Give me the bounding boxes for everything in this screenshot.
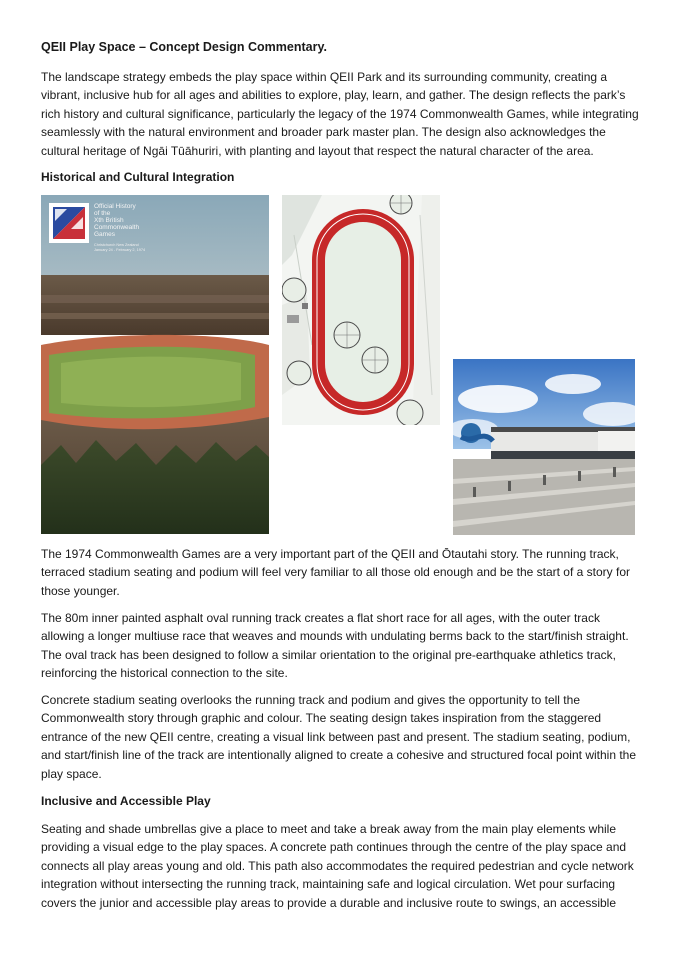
poster-title-line-4: Commonwealth <box>94 224 140 231</box>
qeii-centre-photo-image <box>453 359 635 535</box>
poster-title-line-1: Official History <box>94 203 136 210</box>
commonwealth-story-paragraph: The 1974 Commonwealth Games are a very important part of the QEII and Ōtautahi story. The running track, terraced stadium seating and podium will feel very familiar to all those old enough and be the start of a story for those younger. <box>41 547 630 598</box>
poster-subtitle-line-1: Christchurch New Zealand <box>94 243 139 247</box>
poster-title-line-3: Xth British <box>94 217 124 224</box>
poster-title-line-5: Games <box>94 231 115 238</box>
poster-title-line-2: of the <box>94 210 111 217</box>
running-track-paragraph: The 80m inner painted asphalt oval running track creates a flat short race for all ages, with the outer track allowing a longer multiuse race that weaves and mounds with undulating berms back to the start/finish straight. The oval track has been designed to follow a similar orientation to the original pre-earthquake athletics track, reinforcing the historical connection to the site. <box>41 611 629 681</box>
page-title: QEII Play Space – Concept Design Commentary. <box>41 40 327 54</box>
section-heading-historical: Historical and Cultural Integration <box>41 170 235 184</box>
intro-paragraph: The landscape strategy embeds the play space within QEII Park and its surrounding community, creating a vibrant, inclusive hub for all ages and abilities to explore, play, learn, and gather. The design reflects the park’s rich history and cultural significance, particularly the legacy of the 1974 Commonwealth Games, while integrating seamlessly with the natural environment and broader park master plan. The design also acknowledges the cultural heritage of Ngāi Tūāhuriri, with planting and layout that respect the natural character of the area. <box>41 70 639 158</box>
stadium-seating-paragraph: Concrete stadium seating overlooks the running track and podium and gives the opportunity to tell the Commonwealth story through graphic and colour. The seating design takes inspiration from the staggered entrance of the new QEII centre, creating a visual link between past and present. The stadium seating, podium, and start/finish line of the track are intentionally aligned to create a cohesive and structured focal point within the play space. <box>41 693 637 781</box>
running-track-plan-image <box>282 195 440 425</box>
inclusive-play-paragraph: Seating and shade umbrellas give a place to meet and take a break away from the main play elements while providing a visual edge to the play spaces. A concrete path continues through the centre of the play space and connects all play areas young and old. This path also accommodates the required pedestrian and cycle network integration without intersecting the running track, maintaining safe and logical circulation. Wet pour surfacing covers the junior and accessible play areas to provide a durable and inclusive route to swings, an accessible <box>41 822 634 910</box>
commonwealth-games-poster-image <box>41 195 269 534</box>
poster-subtitle-line-2: January 24 - February 2, 1974 <box>94 248 146 252</box>
section-heading-inclusive: Inclusive and Accessible Play <box>41 794 211 808</box>
